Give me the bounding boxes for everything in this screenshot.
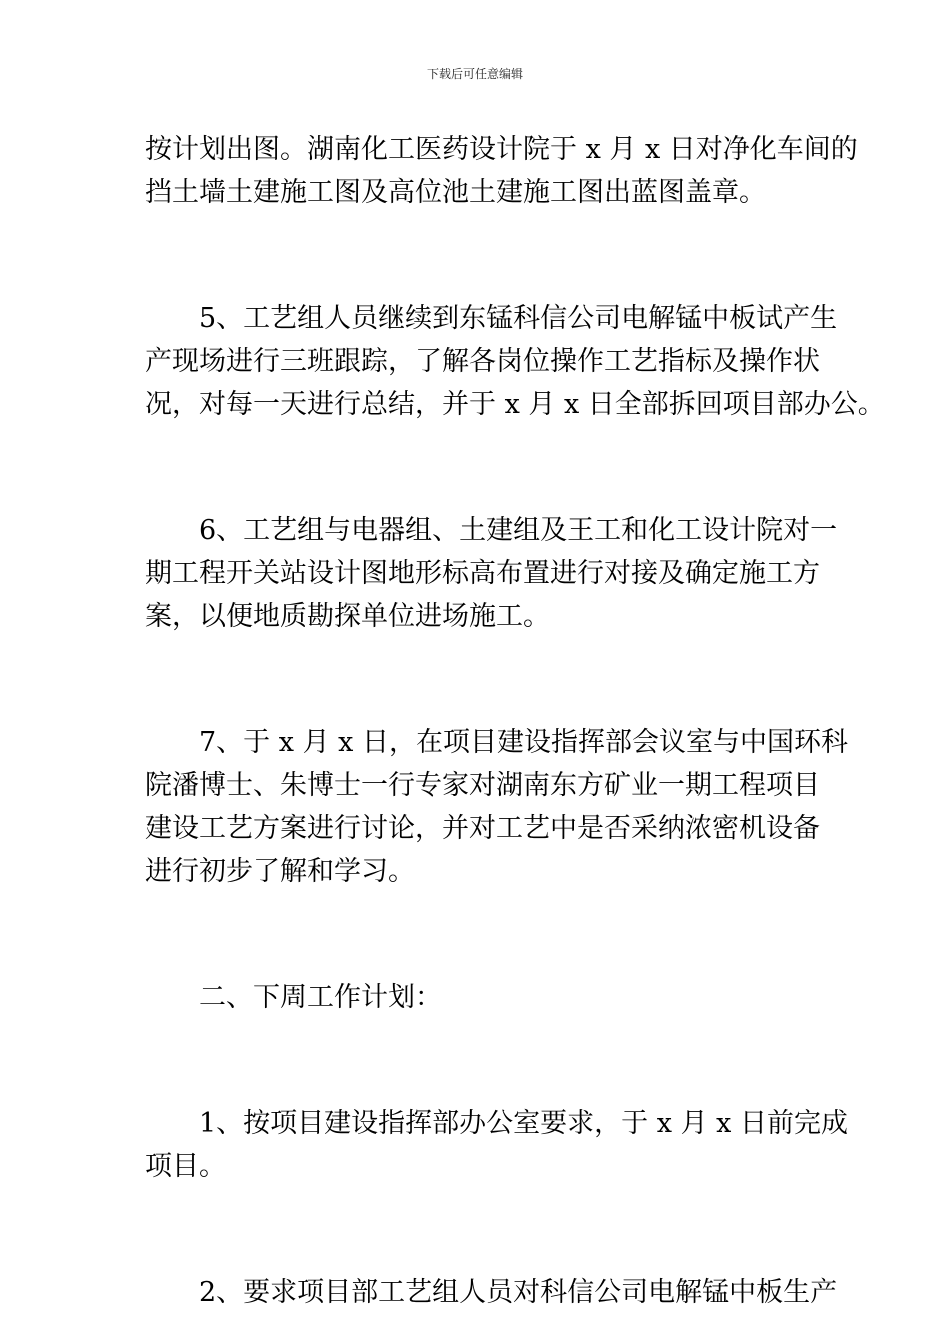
paragraph-6 [145,1271,838,1314]
paragraph-1 [145,128,858,214]
paragraph-5 [145,1102,848,1188]
text-line: 案，以便地质勘探单位进场施工。 [145,601,550,632]
text-line: 产现场进行三班跟踪，了解各岗位操作工艺指标及操作状 [145,346,820,377]
paragraph-4 [145,721,848,893]
text-line: 2、要求项目部工艺组人员对科信公司电解锰中板生产 [199,1277,838,1308]
text-line: 按计划出图。湖南化工医药设计院于 x 月 x 日对净化车间的 [145,134,858,165]
text-line: 进行初步了解和学习。 [145,856,415,887]
text-line: 5、工艺组人员继续到东锰科信公司电解锰中板试产生 [199,303,838,334]
text-line: 二、下周工作计划： [199,982,442,1013]
text-line: 挡土墙土建施工图及高位池土建施工图出蓝图盖章。 [145,177,766,208]
paragraph-3 [145,509,838,638]
text-line: 项目。 [145,1151,226,1182]
page-header: 下载后可任意编辑 [426,67,523,81]
text-line: 1、按项目建设指挥部办公室要求，于 x 月 x 日前完成 [199,1108,848,1139]
text-line: 建设工艺方案进行讨论，并对工艺中是否采纳浓密机设备 [145,813,820,844]
text-line: 况，对每一天进行总结，并于 x 月 x 日全部拆回项目部办公。 [145,389,885,420]
section-heading [145,976,825,1019]
text-line: 院潘博士、朱博士一行专家对湖南东方矿业一期工程项目 [145,770,820,801]
text-line: 6、工艺组与电器组、土建组及王工和化工设计院对一 [199,515,838,546]
text-line: 7、于 x 月 x 日，在项目建设指挥部会议室与中国环科 [199,727,848,758]
document-body [145,128,885,1314]
paragraph-2 [145,297,885,426]
text-line: 期工程开关站设计图地形标高布置进行对接及确定施工方 [145,558,820,589]
